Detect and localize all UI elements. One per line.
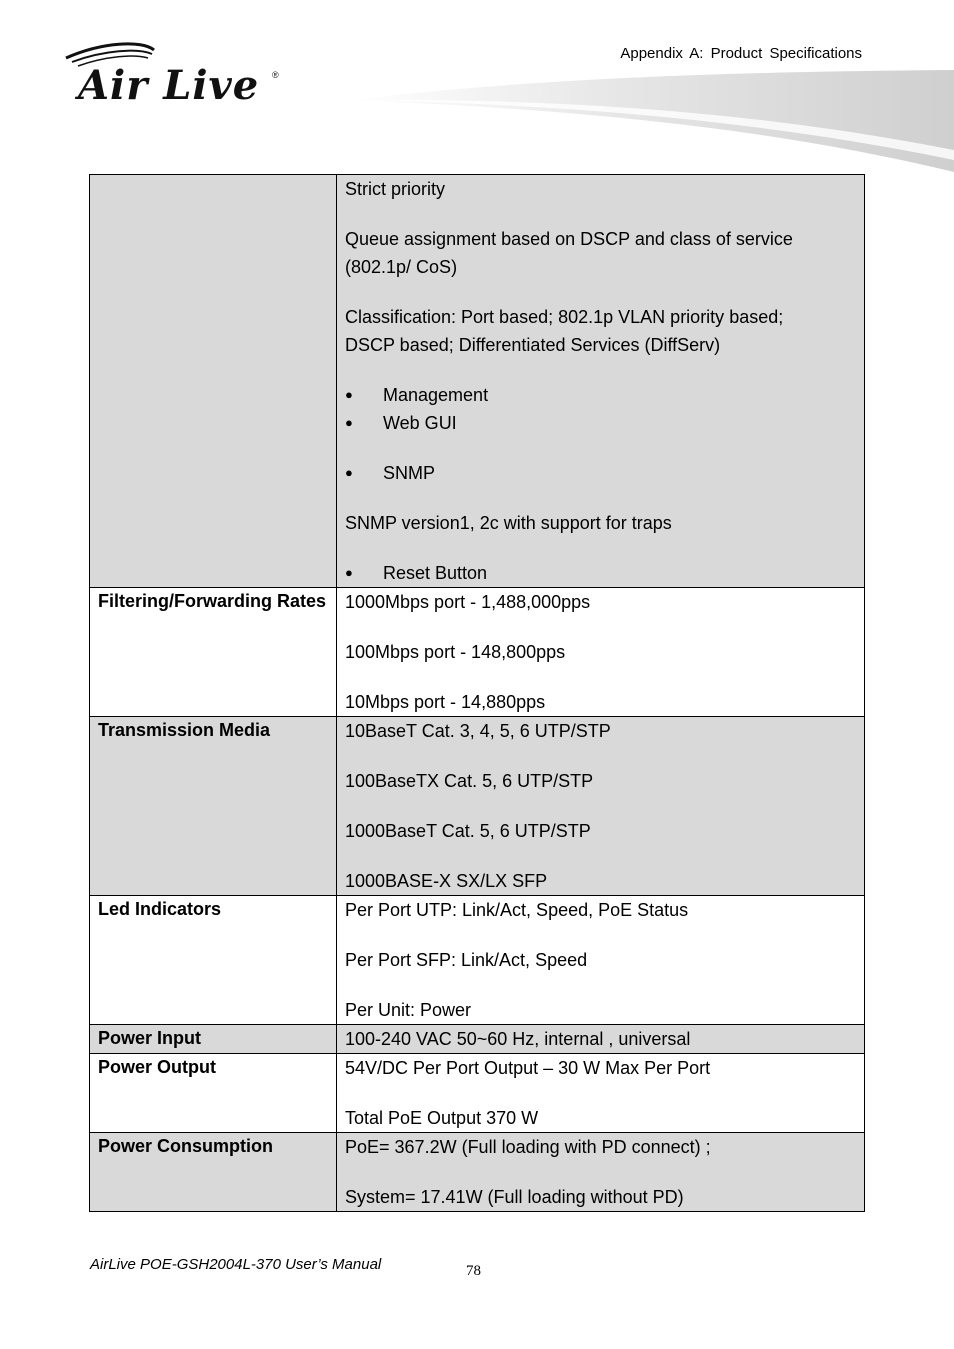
spec-label: Power Consumption — [90, 1133, 337, 1212]
bullet-dot-icon: ● — [345, 387, 353, 402]
bullet-text: Management — [383, 385, 489, 405]
paragraph-gap — [345, 359, 856, 381]
spec-line: DSCP based; Differentiated Services (DiffServ) — [345, 335, 721, 355]
spec-line: 100BaseTX Cat. 5, 6 UTP/STP — [345, 771, 594, 791]
spec-label — [90, 175, 337, 588]
spec-row — [90, 1054, 865, 1133]
bullet-item — [345, 409, 856, 437]
bullet-dot-icon: ● — [345, 465, 353, 480]
paragraph-gap — [345, 1082, 856, 1104]
paragraph-gap — [345, 487, 856, 509]
bullet-text: Reset Button — [383, 563, 488, 583]
spec-line: 1000BASE-X SX/LX SFP — [345, 871, 548, 891]
spec-line: SNMP version1, 2c with support for traps — [345, 513, 672, 533]
spec-label: Power Input — [90, 1025, 337, 1054]
bullet-item — [345, 459, 856, 487]
paragraph-gap — [345, 437, 856, 459]
paragraph-gap — [345, 924, 856, 946]
spec-line: Per Port UTP: Link/Act, Speed, PoE Status — [345, 900, 689, 920]
spec-row — [90, 717, 865, 896]
spec-line: 54V/DC Per Port Output – 30 W Max Per Port — [345, 1058, 711, 1078]
airlive-logo: Air Live — [78, 62, 260, 109]
paragraph-gap — [345, 795, 856, 817]
spec-value — [337, 1054, 865, 1133]
spec-value — [337, 717, 865, 896]
spec-value — [337, 1133, 865, 1212]
spec-line: Total PoE Output 370 W — [345, 1108, 539, 1128]
bullet-item — [345, 559, 856, 587]
spec-table — [89, 174, 865, 1212]
spec-line: Classification: Port based; 802.1p VLAN priority based; — [345, 307, 784, 327]
footer-manual-title: AirLive POE-GSH2004L-370 User’s Manual — [90, 1256, 382, 1273]
spec-row — [90, 896, 865, 1025]
spec-line: 10Mbps port - 14,880pps — [345, 692, 546, 712]
spec-row — [90, 1133, 865, 1212]
paragraph-gap — [345, 281, 856, 303]
page-number: 78 — [466, 1263, 481, 1279]
bullet-text: Web GUI — [383, 413, 457, 433]
spec-line: 1000BaseT Cat. 5, 6 UTP/STP — [345, 821, 591, 841]
paragraph-gap — [345, 666, 856, 688]
paragraph-gap — [345, 845, 856, 867]
paragraph-gap — [345, 616, 856, 638]
spec-value — [337, 896, 865, 1025]
spec-value — [337, 175, 865, 588]
spec-line: Per Unit: Power — [345, 1000, 472, 1020]
bullet-item — [345, 381, 856, 409]
spec-line: 1000Mbps port - 1,488,000pps — [345, 592, 591, 612]
registered-mark: ® — [272, 70, 279, 80]
paragraph-gap — [345, 203, 856, 225]
spec-line: Strict priority — [345, 179, 446, 199]
spec-label: Transmission Media — [90, 717, 337, 896]
spec-line: System= 17.41W (Full loading without PD) — [345, 1187, 684, 1207]
spec-row — [90, 1025, 865, 1054]
paragraph-gap — [345, 537, 856, 559]
spec-label: Filtering/Forwarding Rates — [90, 588, 337, 717]
spec-value — [337, 1025, 865, 1054]
page-header-title: Appendix A: Product Specifications — [620, 45, 862, 62]
bullet-dot-icon: ● — [345, 565, 353, 580]
spec-line: 100Mbps port - 148,800pps — [345, 642, 566, 662]
spec-value — [337, 588, 865, 717]
spec-line: 100-240 VAC 50~60 Hz, internal , universal — [345, 1029, 691, 1049]
spec-line: (802.1p/ CoS) — [345, 257, 458, 277]
spec-label: Led Indicators — [90, 896, 337, 1025]
spec-line: Queue assignment based on DSCP and class of service — [345, 229, 793, 249]
paragraph-gap — [345, 1161, 856, 1183]
bullet-dot-icon: ● — [345, 415, 353, 430]
spec-line: PoE= 367.2W (Full loading with PD connect) ; — [345, 1137, 711, 1157]
spec-row — [90, 588, 865, 717]
bullet-text: SNMP — [383, 463, 436, 483]
paragraph-gap — [345, 745, 856, 767]
spec-line: Per Port SFP: Link/Act, Speed — [345, 950, 588, 970]
paragraph-gap — [345, 974, 856, 996]
spec-row — [90, 175, 865, 588]
spec-line: 10BaseT Cat. 3, 4, 5, 6 UTP/STP — [345, 721, 611, 741]
spec-label: Power Output — [90, 1054, 337, 1133]
